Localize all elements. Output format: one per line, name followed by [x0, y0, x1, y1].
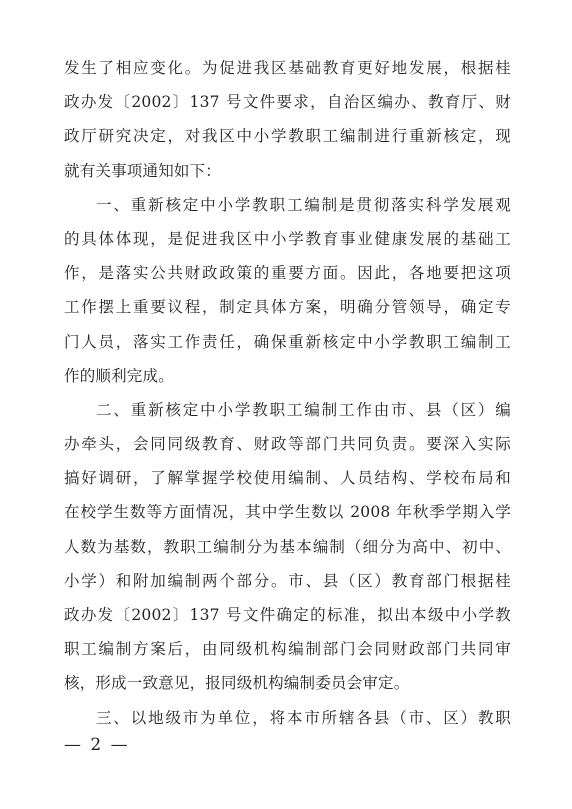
text-line: 办牵头，会同同级教育、财政等部门共同负责。要深入实际: [64, 435, 511, 454]
text-line: 小学）和附加编制两个部分。市、县（区）教育部门根据桂: [64, 571, 511, 590]
paragraph: [64, 400, 511, 695]
text-line: 的具体体现，是促进我区中小学教育事业健康发展的基础工: [64, 229, 511, 248]
text-line: 门人员，落实工作责任，确保重新核定中小学教职工编制工: [64, 332, 511, 351]
text-line: 作的顺利完成。: [64, 366, 174, 385]
text-line: 政厅研究决定，对我区中小学教职工编制进行重新核定，现: [64, 127, 511, 146]
text-line: 政办发〔2002〕137 号文件确定的标准，拟出本级中小学教: [64, 606, 511, 624]
paragraph: [64, 708, 511, 729]
text-line: 二、重新核定中小学教职工编制工作由市、县（区）编: [96, 400, 511, 419]
page-number: — 2 —: [64, 735, 130, 755]
text-line: 就有关事项通知如下：: [64, 161, 222, 180]
text-line: 搞好调研，了解掌握学校使用编制、人员结构、学校布局和: [64, 469, 511, 488]
text-line: 人数为基数，教职工编制分为基本编制（细分为高中、初中、: [64, 537, 511, 556]
text-line: 三、以地级市为单位，将本市所辖各县（市、区）教职: [96, 708, 511, 727]
text-line: 作，是落实公共财政政策的重要方面。因此，各地要把这项: [64, 264, 511, 283]
text-line: 工作摆上重要议程，制定具体方案，明确分管领导，确定专: [64, 298, 511, 317]
text-line: 职工编制方案后，由同级机构编制部门会同财政部门共同审: [64, 640, 511, 659]
text-line: 在校学生数等方面情况，其中学生数以 2008 年秋季学期入学: [64, 503, 511, 522]
text-line: 政办发〔2002〕137 号文件要求，自治区编办、教育厅、财: [64, 93, 511, 112]
paragraph: [64, 195, 511, 387]
text-line: 核，形成一致意见，报同级机构编制委员会审定。: [64, 674, 410, 693]
text-line: 一、重新核定中小学教职工编制是贯彻落实科学发展观: [96, 195, 511, 214]
paragraph: [64, 58, 511, 182]
text-line: 发生了相应变化。为促进我区基础教育更好地发展，根据桂: [64, 59, 511, 77]
document-body: [64, 58, 511, 742]
